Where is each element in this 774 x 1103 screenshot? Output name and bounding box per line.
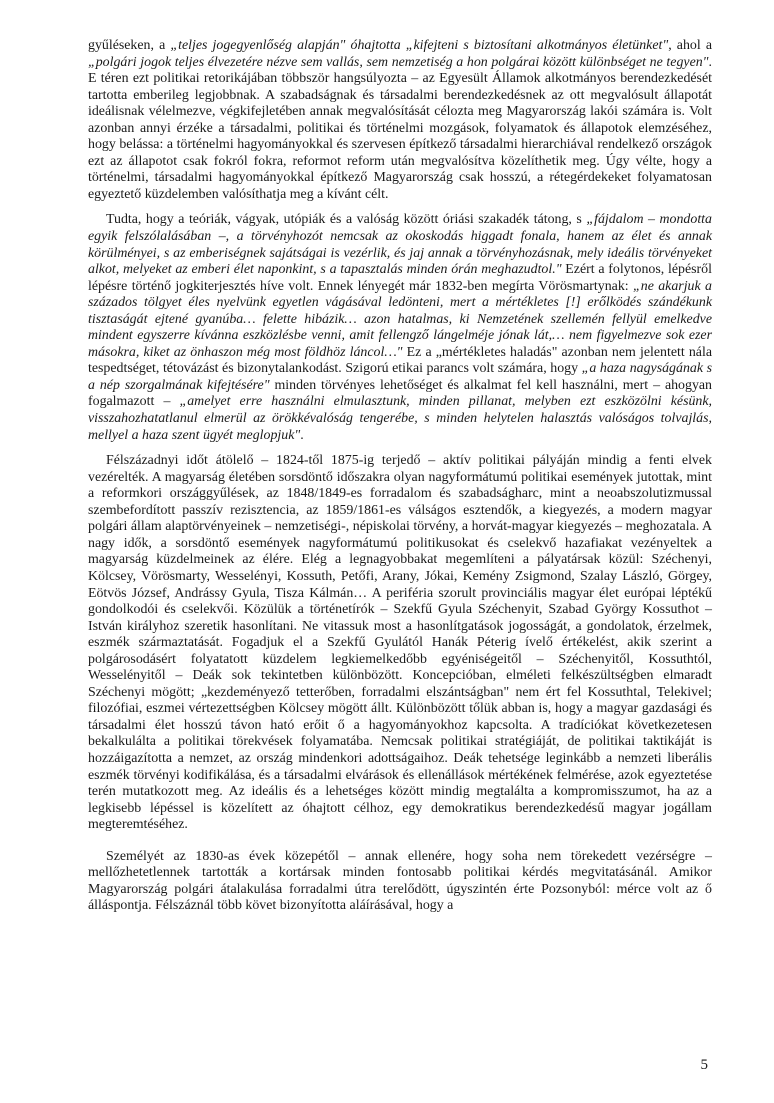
paragraph-1 bbox=[88, 38, 712, 203]
paragraph-2 bbox=[88, 212, 712, 444]
paragraph-2-quote-3: „a haza nagyságának s a nép szorgalmának kifejtésére" bbox=[88, 361, 712, 393]
paragraph-1-text-a: gyűléseken, a bbox=[88, 38, 171, 53]
paragraph-2-text-b: Ezért a folytonos, lépésről lépésre történő jogkiterjesztés híve volt. Ennek lényegét már 1832-ben megírta Vörösmartynak: bbox=[88, 262, 712, 294]
page-body bbox=[88, 38, 712, 915]
paragraph-1-quote-2: „polgári jogok teljes élvezetére nézve sem vallás, sem nemzetiség a hon polgárai között különbséget ne tegyen" bbox=[88, 54, 709, 70]
paragraph-1-quote-1: „teljes jogegyenlőség alapján" óhajtotta „kifejteni s biztosítani alkotmányos életünket" bbox=[170, 38, 669, 53]
paragraph-1-text-c: . E téren ezt politikai retorikájában többször hangsúlyozta – az Egyesült Államok alkotmányos berendezkedését tartotta emberileg legjobbnak. A szabadságnak és társadalmi berendezkedésnek az ott megvalósult állapotát ideálisnak vélelmezve, végkifejletében annak megvalósítását célozta meg Magyarország lakói számára is. Volt azonban annyi érzéke a társadalmi, politikai és történelmi mozgások, folyamatok és állapotok elemzéséhez, hogy belássa: a történelmi hagyományokkal és szervesen építkező társadalmi hierarchiával rendelkező országok ezt az állapotot csak fokról fokra, reformot reform után megvalósítva közelíthetik meg. Úgy vélte, hogy a történelmi, társadalmi hagyományokkal építkező Magyarország csak hosszú, a rétegérdekeket folyamatosan egyeztető küzdelemben valósíthatja meg a kívánt célt. bbox=[88, 54, 712, 202]
page-number: 5 bbox=[700, 1057, 708, 1073]
paragraph-2-quote-1: „fájdalom – mondotta egyik felszólalásában –, a törvényhozót nemcsak az okoskodás higgadt fonala, hanem az élet és annak körülményei, s az emberiségnek sajátságai is vezérlik, és jaj annak a törvényhozásnak, mely ideális törvényeket alkot, melyeket az emberi élet naponkint, s a tapasztalás minden órán meghazudtol." bbox=[88, 212, 712, 278]
paragraph-4: Személyét az 1830-as évek közepétől – annak ellenére, hogy soha nem törekedett vezérségre – mellőzhetetlennek tartották a kortársak minden fontosabb politikai kérdés megvitatásánál. Amikor Magyarország polgári átalakulása forradalmi útra terelődött, úgyszintén érte Pozsonyból: mérce volt az ő álláspontja. Félszáznál több követ bizonyította aláírásával, hogy a bbox=[88, 848, 712, 914]
paragraph-2-quote-2: „ne akarjuk a százados tölgyet éles nyelvünk egyetlen vágásával ledönteni, mert a mértékletes [!] erőlködés szándékunk tisztaságát ejtené gyanúba… felette hibázik… azon hatalmas, ki Nemzetének szellemén fellyül emelkedve mindent egyszerre kívánna eszközlésbe venni, amit fellengző lángelméje jónak lát,… nem figyelmezve sok ezer másokra, kiket az önhaszon még most földhöz láncol…" bbox=[88, 278, 712, 360]
paragraph-2-text-c: Ez a „mértékletes haladás" azonban nem jelentett nála tespedtséget, tétovázást és bizonytalankodást. Szigorú etikai parancs volt számára, hogy bbox=[88, 344, 712, 377]
paragraph-2-text-d: minden törvényes lehetőséget és alkalmat fel kell használni, mert – ahogyan fogalmazott – bbox=[88, 377, 712, 410]
paragraph-2-quote-4: „amelyet erre használni elmulasztunk, minden pillanat, melyben ezt eszközölni késünk, visszahozhatatlanul elmerül az örökkévalóság tengerébe, s minden helytelen halasztás valóságos tolvajlás, mellyel a haza szent ügyét meglopjuk" bbox=[88, 394, 712, 443]
paragraph-2-text-e: . bbox=[300, 427, 304, 443]
paragraph-2-text-a: Tudta, hogy a teóriák, vágyak, utópiák és a valóság között óriási szakadék tátong, s bbox=[106, 212, 587, 228]
paragraph-1-text-b: , ahol a bbox=[668, 38, 713, 53]
paragraph-3: Félszázadnyi időt átölelő – 1824-től 1875-ig terjedő – aktív politikai pályáján mindig a fenti elvek vezérelték. A magyarság életében sorsdöntő időszakra olyan nagyformátumú politikai események jutottak, mint a reformkori országgyűlések, az 1848/1849-es forradalom és szabadságharc, mint a neoabszolutizmussal szembefordított passzív rezisztencia, az 1859/1861-es válságos esztendők, a kiegyezés, a modern magyar polgári állam alaptörvényeinek – nemzetiségi-, népiskolai törvény, a horvát-magyar kiegyezés – meghozatala. A nagy idők, a sorsdöntő események nagyformátumú politikusokat és cselekvő hazafiakat vezényeltek a magyarság küzdelmeinek az élére. Elég a legnagyobbakat megemlíteni a pályatársak közül: Széchenyi, Kölcsey, Vörösmarty, Wesselényi, Kossuth, Petőfi, Arany, Jókai, Kemény Zsigmond, Szalay László, Görgey, Eötvös József, Andrássy Gyula, Tisza Kálmán… A periféria szorult provinciális magyar élet európai léptékű gondolkodói és cselekvői. Közülük a történetírók – Szekfű Gyula Széchenyit, Szabad György Kossuthot – István királyhoz szeretik hasonlítani. Ne vitassuk most a hasonlítgatások jogosságát, a gondolatok, érzelmek, eszmék származtatását. Fogadjuk el a Szekfű Gyulától Hanák Péterig ívelő értékelést, akik szerint a polgárosodásért folyatatott küzdelem legkiemelkedőbb egyéniségeitől – Széchenyitől, Kossuthtól, Wesselényitől – Deák sok tekintetben különbözött. Koncepcióban, elméleti felkészültségben elmaradt Széchenyi mögött; „kezdeményező tetterőben, forradalmi elszántságban" nem ért fel Kossuthtal, Telekivel; filozófiai, eszmei vértezettségben Kölcsey mögött állt. Különbözött tőlük abban is, hogy a magyar gazdasági és társadalmi élet hosszú távon ható erőit ő a hagyományokhoz kapcsolta. A tradíciókat következetesen bekalkulálta a politikai törekvések folyamatába. Nemcsak politikai stratégiáját, de politikai taktikáját is hozzáigazította a nemzet, az ország mindenkori adottságaihoz. Deák tehetsége leginkább a nemzeti liberális eszmék törvényi kodifikálása, és a társadalmi elvárások és ellenállások mértékének felmérése, azok egyeztetése terén mutatkozott meg. Az ideális és a lehetséges között mindig megtalálta a kompromisszumot, ha az a legkisebb lépéssel is közelített az óhajtott célhoz, egy demokratikus berendezkedésű magyar jogállam megteremtéséhez. bbox=[88, 453, 712, 833]
